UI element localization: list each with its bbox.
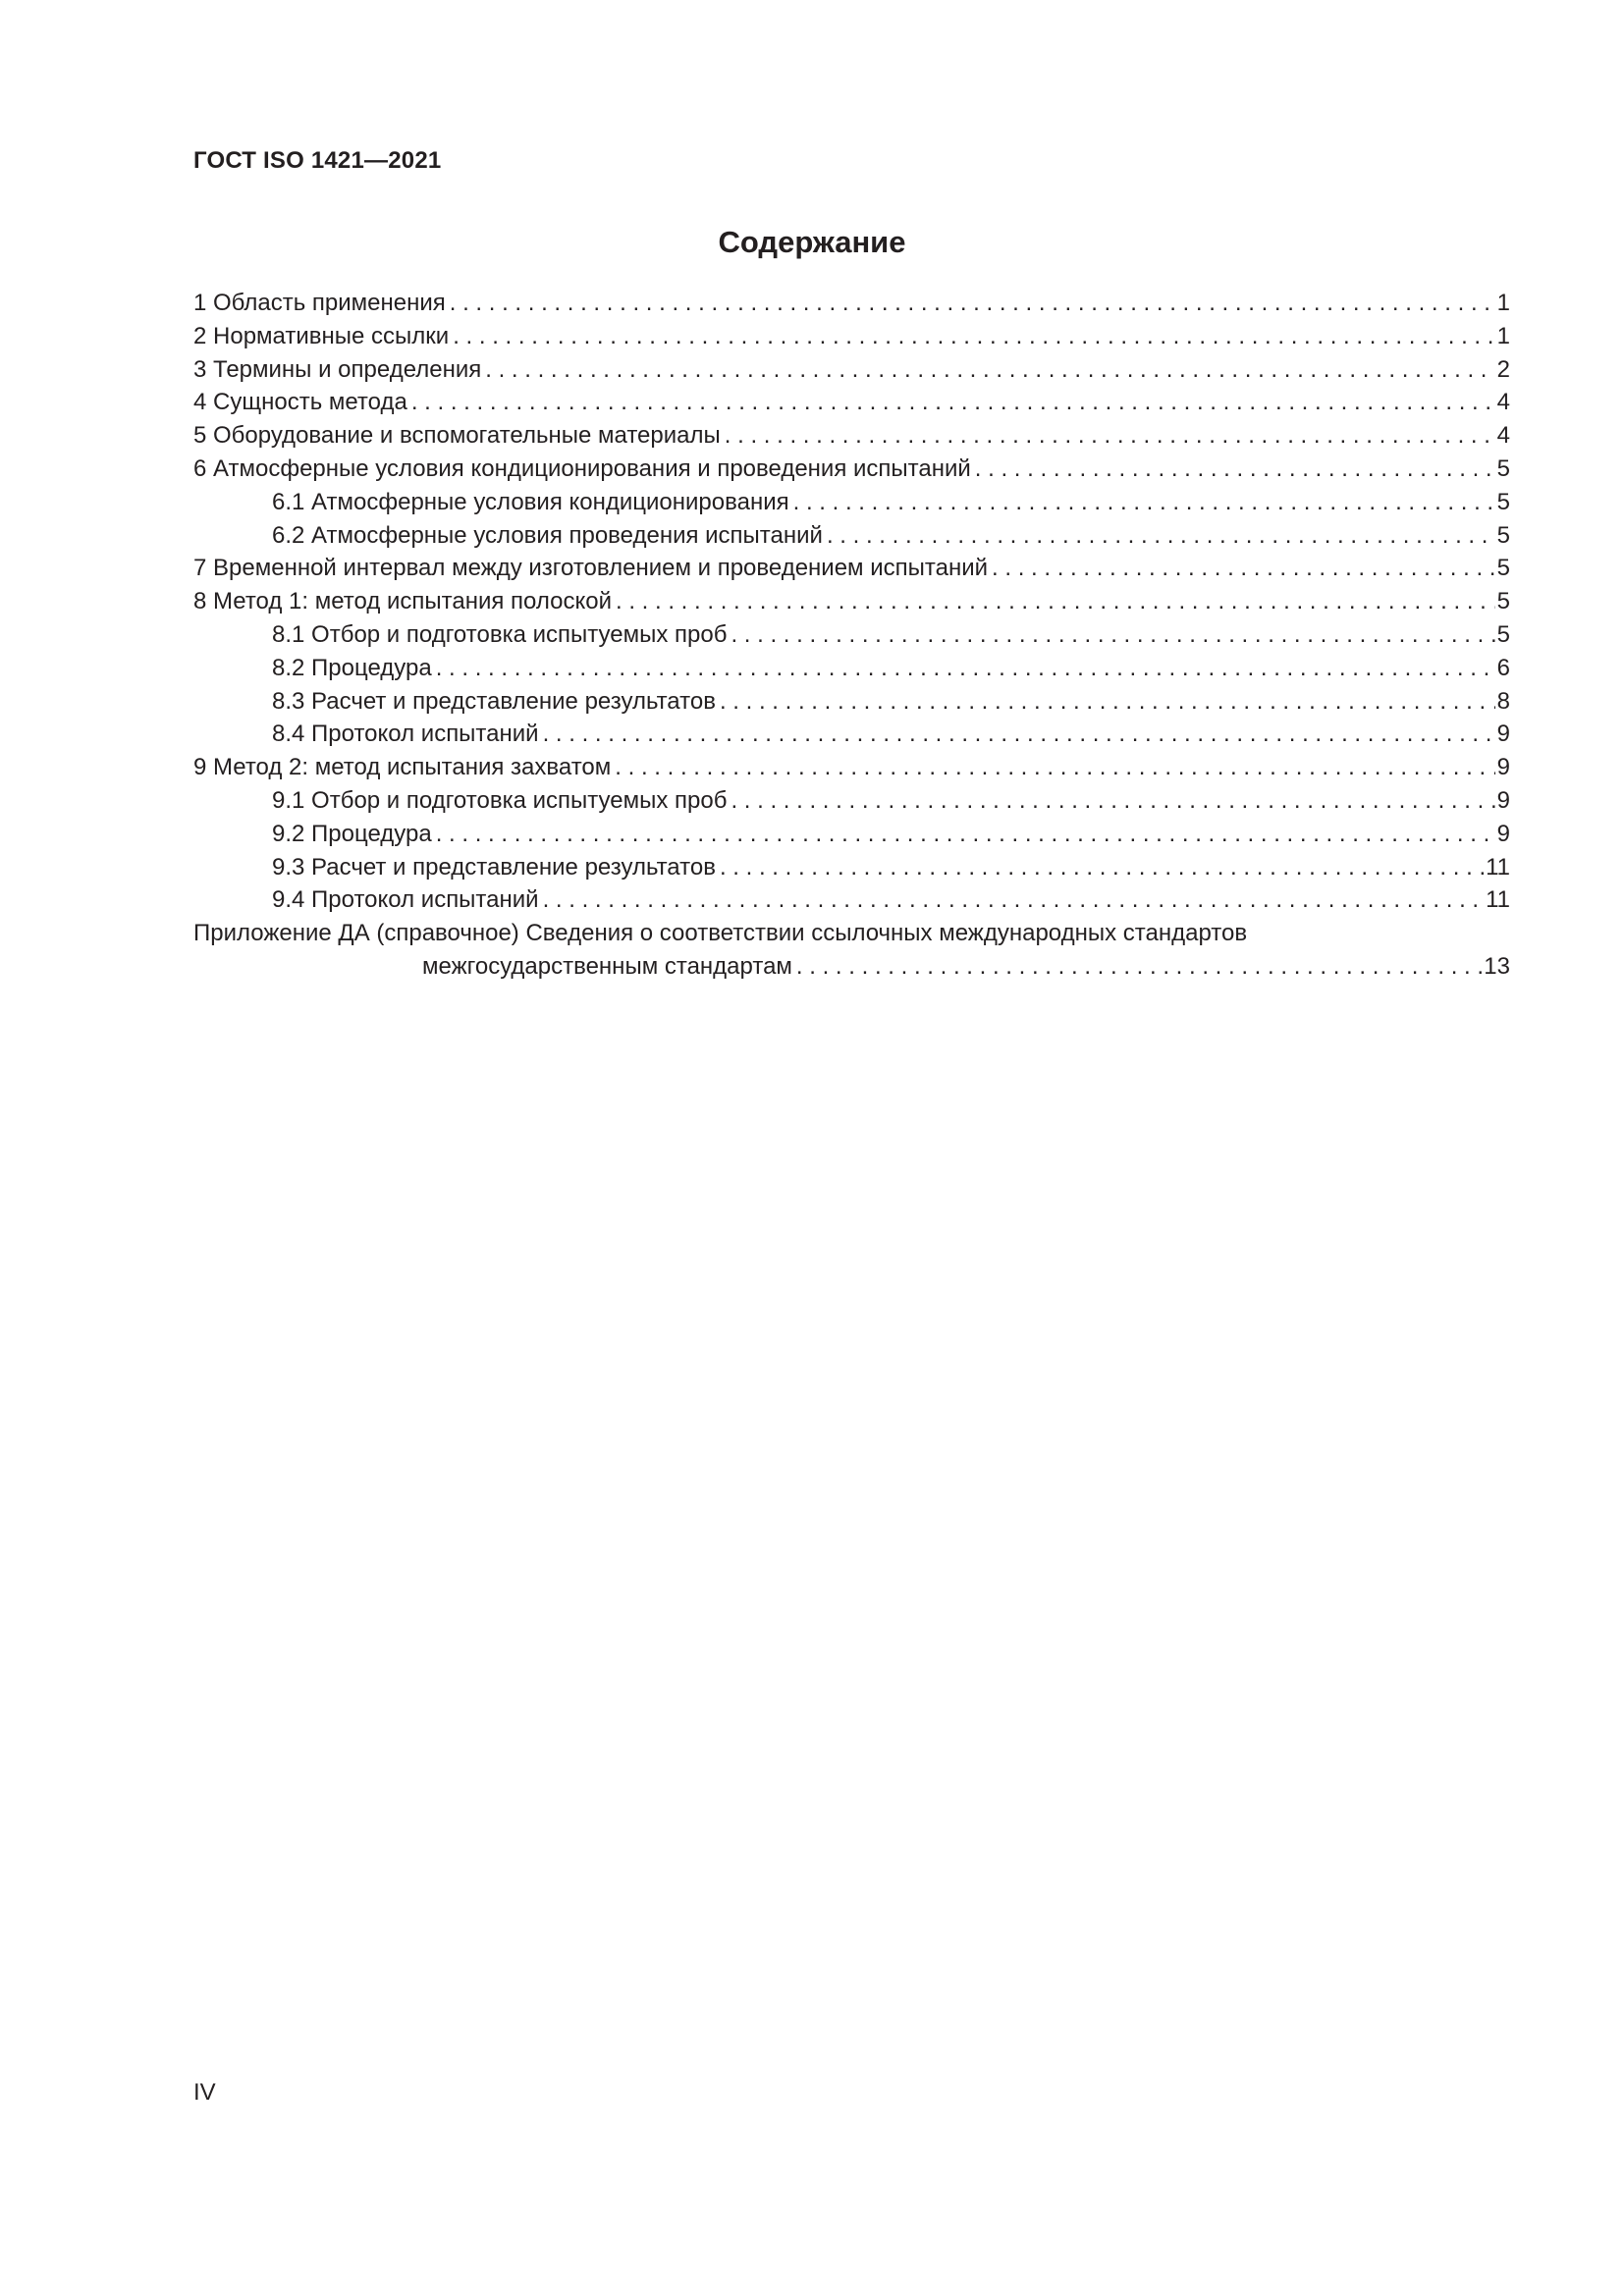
toc-entry-6[interactable] — [193, 453, 1510, 486]
toc-entry-9-3[interactable] — [193, 851, 1510, 884]
toc-entry-page: 8 — [1496, 687, 1510, 715]
dot-leader — [731, 618, 1494, 652]
toc-entry-label: 9.2 Процедура — [272, 820, 432, 847]
dot-leader — [992, 552, 1495, 585]
toc-entry-label: 8.4 Протокол испытаний — [272, 721, 539, 748]
toc-entry-label: 9.1 Отбор и подготовка испытуемых проб — [272, 786, 728, 814]
dot-leader — [411, 386, 1495, 419]
toc-entry-label: 8 Метод 1: метод испытания полоской — [193, 588, 612, 615]
toc-appendix-label: Приложение ДА (справочное) Сведения о соответствии ссылочных международных стандартов — [193, 920, 1248, 947]
toc-entry-page: 6 — [1496, 654, 1510, 681]
dot-leader — [725, 419, 1495, 453]
toc-entry-8-2[interactable] — [193, 652, 1510, 685]
toc-entry-page: 5 — [1496, 620, 1510, 648]
toc-entry-page: 1 — [1496, 322, 1510, 349]
toc-entry-label: 9.3 Расчет и представление результатов — [272, 853, 716, 881]
toc-entry-page: 4 — [1496, 422, 1510, 450]
dot-leader — [543, 718, 1495, 751]
toc-entry-9-4[interactable] — [193, 883, 1510, 917]
toc-entry-page: 2 — [1496, 355, 1510, 383]
toc-entry-label: 4 Сущность метода — [193, 389, 407, 416]
dot-leader — [453, 320, 1494, 353]
dot-leader — [827, 519, 1495, 553]
document-code: ГОСТ ISO 1421—2021 — [193, 147, 442, 174]
toc-entry-label: 9.4 Протокол испытаний — [272, 886, 539, 914]
dot-leader — [720, 685, 1495, 719]
toc-entry-label: 8.3 Расчет и представление результатов — [272, 687, 716, 715]
toc-entry-page: 5 — [1496, 454, 1510, 482]
dot-leader — [616, 585, 1495, 618]
toc-appendix-page: 13 — [1484, 952, 1510, 980]
toc-entry-label: 7 Временной интервал между изготовлением и проведением испытаний — [193, 555, 989, 582]
toc-entry-label: 8.1 Отбор и подготовка испытуемых проб — [272, 620, 728, 648]
toc-entry-page: 5 — [1496, 588, 1510, 615]
toc-entry-label: 9 Метод 2: метод испытания захватом — [193, 754, 612, 781]
toc-entry-label: 1 Область применения — [193, 290, 446, 316]
dot-leader — [975, 453, 1495, 486]
dot-leader — [436, 818, 1495, 851]
toc-entry-label: 6 Атмосферные условия кондиционирования и проведения испытаний — [193, 454, 971, 482]
toc-entry-page: 11 — [1486, 853, 1510, 881]
toc-entry-label: 5 Оборудование и вспомогательные материалы — [193, 422, 721, 450]
dot-leader — [450, 287, 1495, 320]
toc-entry-page: 4 — [1496, 389, 1510, 416]
dot-leader — [793, 486, 1495, 519]
toc-entry-9-2[interactable] — [193, 818, 1510, 851]
dot-leader — [436, 652, 1495, 685]
toc-entry-label: 6.1 Атмосферные условия кондиционирования — [272, 488, 789, 515]
toc-entry-6-1[interactable] — [193, 486, 1510, 519]
toc-entry-label: 2 Нормативные ссылки — [193, 322, 450, 349]
toc-entry-7[interactable] — [193, 552, 1510, 585]
toc-appendix-label-continued: межгосударственным стандартам — [422, 952, 792, 980]
toc-entry-3[interactable] — [193, 353, 1510, 387]
dot-leader — [615, 751, 1494, 784]
toc-entry-8-4[interactable] — [193, 718, 1510, 751]
toc-entry-label: 3 Термины и определения — [193, 355, 482, 383]
toc-entry-page: 5 — [1496, 488, 1510, 515]
toc-entry-2[interactable] — [193, 320, 1510, 353]
toc-entry-8[interactable] — [193, 585, 1510, 618]
toc-appendix-line-2[interactable] — [193, 950, 1510, 984]
dot-leader — [731, 784, 1494, 818]
dot-leader — [485, 353, 1494, 387]
toc-entry-page: 9 — [1496, 754, 1510, 781]
toc-entry-5[interactable] — [193, 419, 1510, 453]
toc-appendix-line-1[interactable] — [193, 917, 1510, 950]
dot-leader — [796, 950, 1482, 984]
toc-entry-6-2[interactable] — [193, 519, 1510, 553]
toc-entry-label: 8.2 Процедура — [272, 654, 432, 681]
toc-entry-label: 6.2 Атмосферные условия проведения испытаний — [272, 521, 823, 549]
toc-entry-page: 9 — [1496, 786, 1510, 814]
page-number: IV — [193, 2079, 216, 2106]
toc-entry-page: 5 — [1496, 521, 1510, 549]
toc-entry-page: 9 — [1496, 820, 1510, 847]
toc-title: Содержание — [718, 225, 906, 259]
dot-leader — [720, 851, 1484, 884]
toc-entry-1[interactable] — [193, 287, 1510, 320]
toc-entry-9[interactable] — [193, 751, 1510, 784]
toc-entry-4[interactable] — [193, 386, 1510, 419]
toc-entry-8-3[interactable] — [193, 685, 1510, 719]
toc-entry-page: 9 — [1496, 721, 1510, 748]
dot-leader — [543, 883, 1485, 917]
table-of-contents — [193, 287, 1510, 984]
toc-entry-8-1[interactable] — [193, 618, 1510, 652]
toc-entry-page: 1 — [1496, 290, 1510, 316]
toc-entry-page: 11 — [1486, 886, 1510, 914]
toc-entry-page: 5 — [1496, 555, 1510, 582]
toc-entry-9-1[interactable] — [193, 784, 1510, 818]
